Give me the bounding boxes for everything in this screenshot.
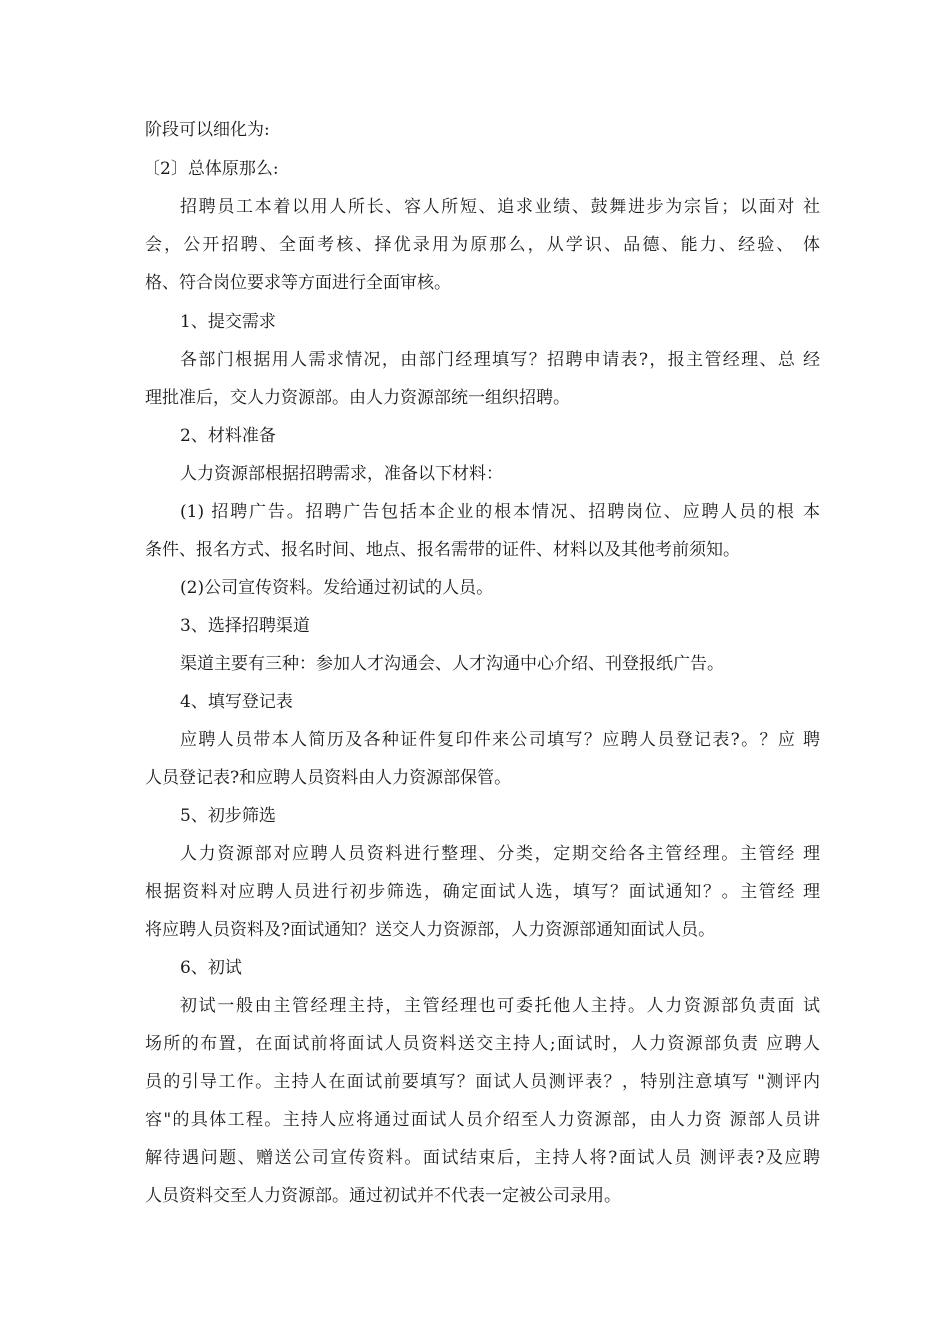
paragraph-line: 应聘人员带本人简历及各种证件复印件来公司填写？应聘人员登记表?。？应 聘 [180, 730, 820, 750]
paragraph-line: 招聘员工本着以用人所长、容人所短、追求业绩、鼓舞进步为宗旨；以面对 社 [180, 197, 820, 217]
paragraph-line: 根据资料对应聘人员进行初步筛选，确定面试人选，填写？面试通知？。主管经 理 [145, 882, 820, 902]
paragraph-line: 容"的具体工程。主持人应将通过面试人员介绍至人力资源部，由人力资 源部人员讲 [145, 1110, 820, 1130]
paragraph-line: 会，公开招聘、全面考核、择优录用为原那么，从学识、品德、能力、经验、 体 [145, 235, 820, 255]
paragraph-line: 理批准后，交人力资源部。由人力资源部统一组织招聘。 [145, 388, 570, 408]
step-heading: 6、初试 [180, 958, 242, 978]
paragraph-line: (1) 招聘广告。招聘广告包括本企业的根本情况、招聘岗位、应聘人员的根 本 [180, 502, 820, 522]
section-heading: 〔2〕总体原那么: [143, 159, 279, 179]
paragraph-line: 解待遇问题、赠送公司宣传资料。面试结束后，主持人将?面试人员 测评表?及应聘 [145, 1148, 820, 1168]
paragraph-line: 初试一般由主管经理主持，主管经理也可委托他人主持。人力资源部负责面 试 [180, 996, 820, 1016]
paragraph-line: 条件、报名方式、报名时间、地点、报名需带的证件、材料以及其他考前须知。 [145, 540, 740, 560]
paragraph-line: 格、符合岗位要求等方面进行全面审核。 [145, 273, 451, 293]
paragraph-line: 渠道主要有三种：参加人才沟通会、人才沟通中心介绍、刊登报纸广告。 [180, 654, 724, 674]
step-heading: 4、填写登记表 [180, 692, 293, 712]
paragraph-line: 场所的布置，在面试前将面试人员资料送交主持人;面试时，人力资源部负责 应聘人 [145, 1034, 820, 1054]
paragraph-line: 员的引导工作。主持人在面试前要填写？面试人员测评表？，特别注意填写 "测评内 [145, 1072, 820, 1092]
step-heading: 1、提交需求 [180, 312, 276, 332]
step-heading: 3、选择招聘渠道 [180, 616, 310, 636]
paragraph-line: 人员登记表?和应聘人员资料由人力资源部保管。 [145, 768, 512, 788]
paragraph-line: 人员资料交至人力资源部。通过初试并不代表一定被公司录用。 [145, 1186, 621, 1206]
paragraph-line: 人力资源部根据招聘需求，准备以下材料： [180, 464, 503, 484]
paragraph-line: (2)公司宣传资料。发给通过初试的人员。 [180, 578, 494, 598]
text-line: 阶段可以细化为: [145, 120, 270, 140]
paragraph-line: 将应聘人员资料及?面试通知？送交人力资源部，人力资源部通知面试人员。 [145, 920, 716, 940]
paragraph-line: 人力资源部对应聘人员资料进行整理、分类，定期交给各主管经理。主管经 理 [180, 844, 820, 864]
step-heading: 2、材料准备 [180, 426, 276, 446]
step-heading: 5、初步筛选 [180, 806, 276, 826]
paragraph-line: 各部门根据用人需求情况，由部门经理填写？招聘申请表?，报主管经理、总 经 [180, 350, 820, 370]
